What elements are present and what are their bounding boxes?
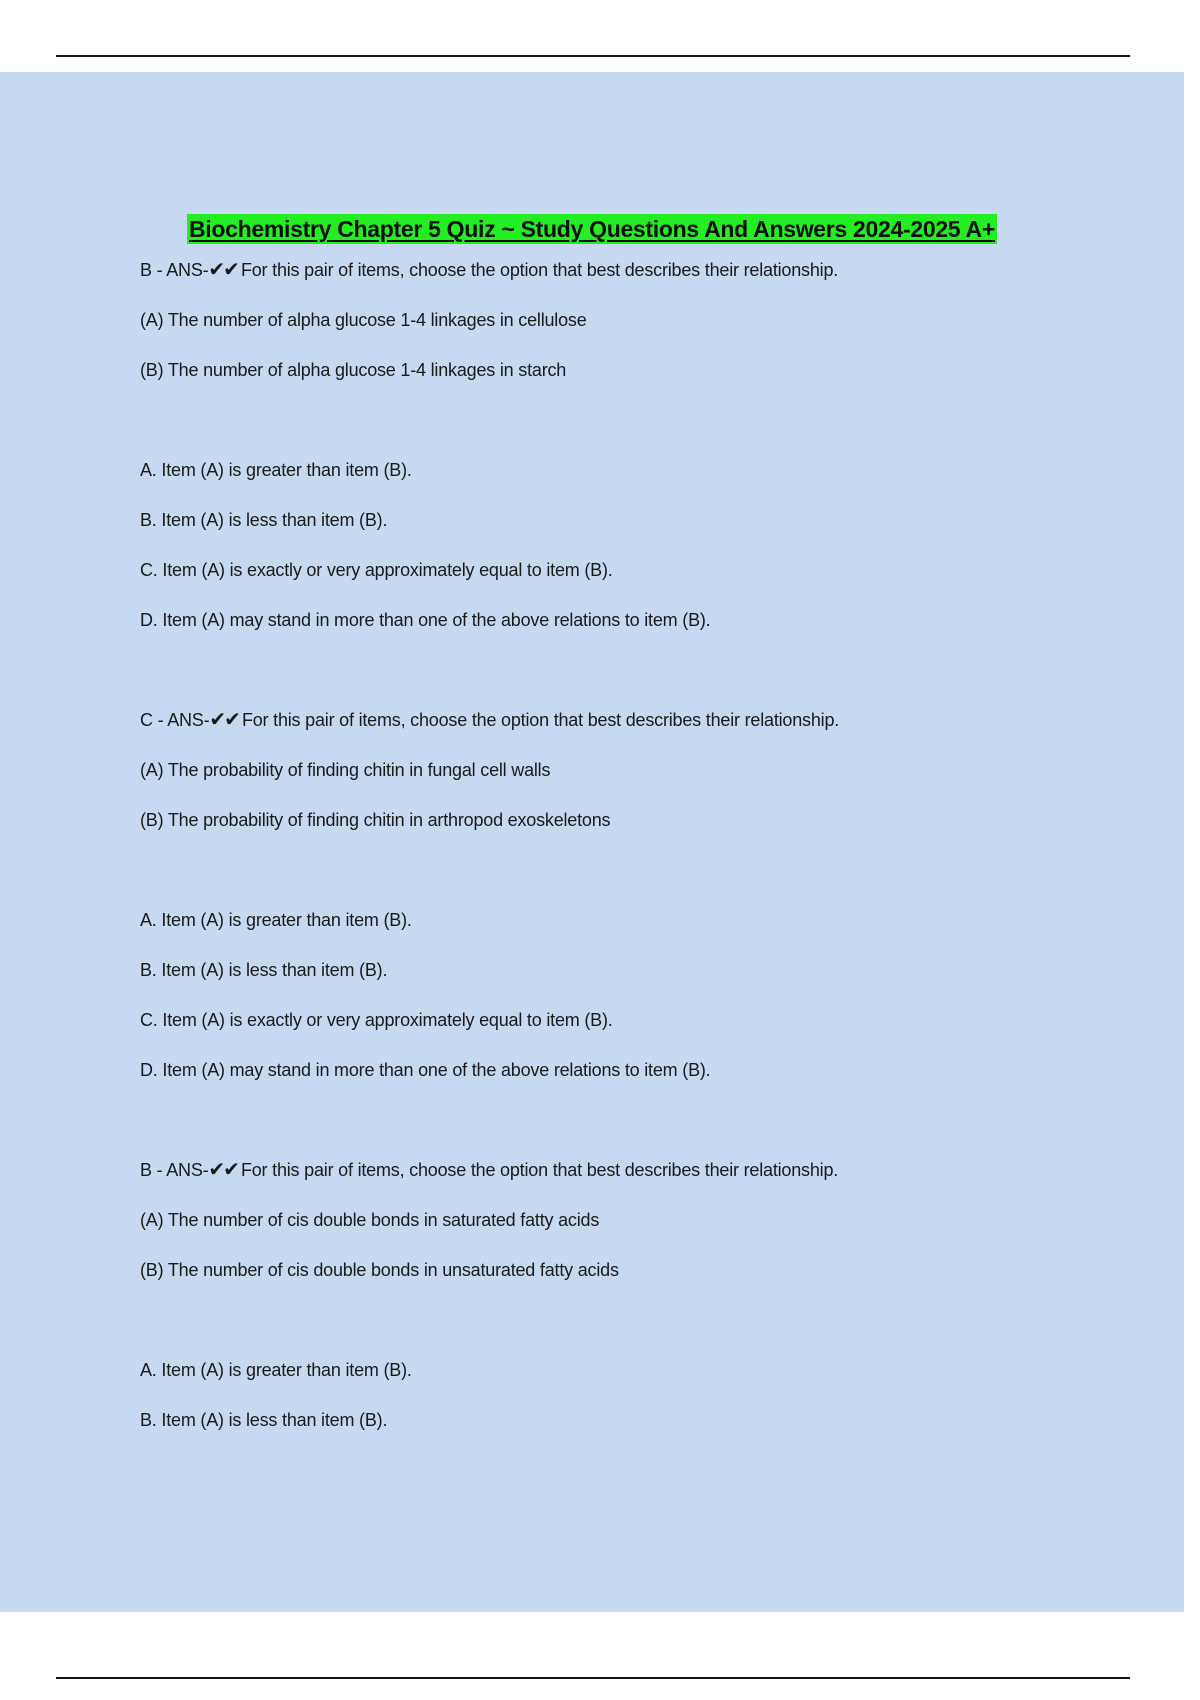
question-header [140, 709, 1140, 732]
question-header [140, 259, 1140, 282]
answer-option: B. Item (A) is less than item (B). [140, 510, 388, 530]
answer-prefix: C - ANS- [140, 710, 210, 730]
question-prompt: For this pair of items, choose the option that best describes their relationship. [241, 710, 840, 730]
item-b: (B) The number of alpha glucose 1-4 linkages in starch [140, 360, 567, 380]
item-a: (A) The number of alpha glucose 1-4 linkages in cellulose [140, 310, 587, 330]
checkmark-icon: ✔✔ [208, 1159, 238, 1181]
item-b: (B) The probability of finding chitin in arthropod exoskeletons [140, 810, 611, 830]
question-prompt: For this pair of items, choose the option that best describes their relationship. [240, 1160, 839, 1180]
bottom-rule [56, 1677, 1130, 1679]
question-block [140, 259, 1140, 709]
answer-option: B. Item (A) is less than item (B). [140, 960, 388, 980]
answer-option: D. Item (A) may stand in more than one of the above relations to item (B). [140, 610, 711, 630]
document-page [0, 72, 1184, 1612]
answer-option: A. Item (A) is greater than item (B). [140, 1360, 412, 1380]
item-a: (A) The probability of finding chitin in fungal cell walls [140, 760, 551, 780]
spacer [140, 1109, 1140, 1159]
question-block [140, 709, 1140, 1159]
answer-option: A. Item (A) is greater than item (B). [140, 910, 412, 930]
item-b: (B) The number of cis double bonds in unsaturated fatty acids [140, 1260, 619, 1280]
question-header [140, 1159, 1140, 1182]
checkmark-icon: ✔✔ [209, 709, 239, 731]
document-title: Biochemistry Chapter 5 Quiz ~ Study Questions And Answers 2024-2025 A+ [189, 216, 995, 242]
spacer [140, 659, 1140, 709]
answer-prefix: B - ANS- [140, 1160, 209, 1180]
answer-option: C. Item (A) is exactly or very approximately equal to item (B). [140, 1010, 613, 1030]
item-a: (A) The number of cis double bonds in saturated fatty acids [140, 1210, 600, 1230]
title-wrap [0, 214, 1184, 244]
spacer [140, 1309, 1140, 1359]
question-list [140, 259, 1140, 1459]
spacer [140, 409, 1140, 459]
answer-option: D. Item (A) may stand in more than one of the above relations to item (B). [140, 1060, 711, 1080]
spacer [140, 859, 1140, 909]
answer-option: C. Item (A) is exactly or very approximately equal to item (B). [140, 560, 613, 580]
answer-prefix: B - ANS- [140, 260, 209, 280]
question-prompt: For this pair of items, choose the option that best describes their relationship. [240, 260, 839, 280]
answer-option: A. Item (A) is greater than item (B). [140, 460, 412, 480]
top-rule [56, 55, 1130, 57]
answer-option: B. Item (A) is less than item (B). [140, 1410, 388, 1430]
question-block [140, 1159, 1140, 1432]
checkmark-icon: ✔✔ [208, 259, 238, 281]
